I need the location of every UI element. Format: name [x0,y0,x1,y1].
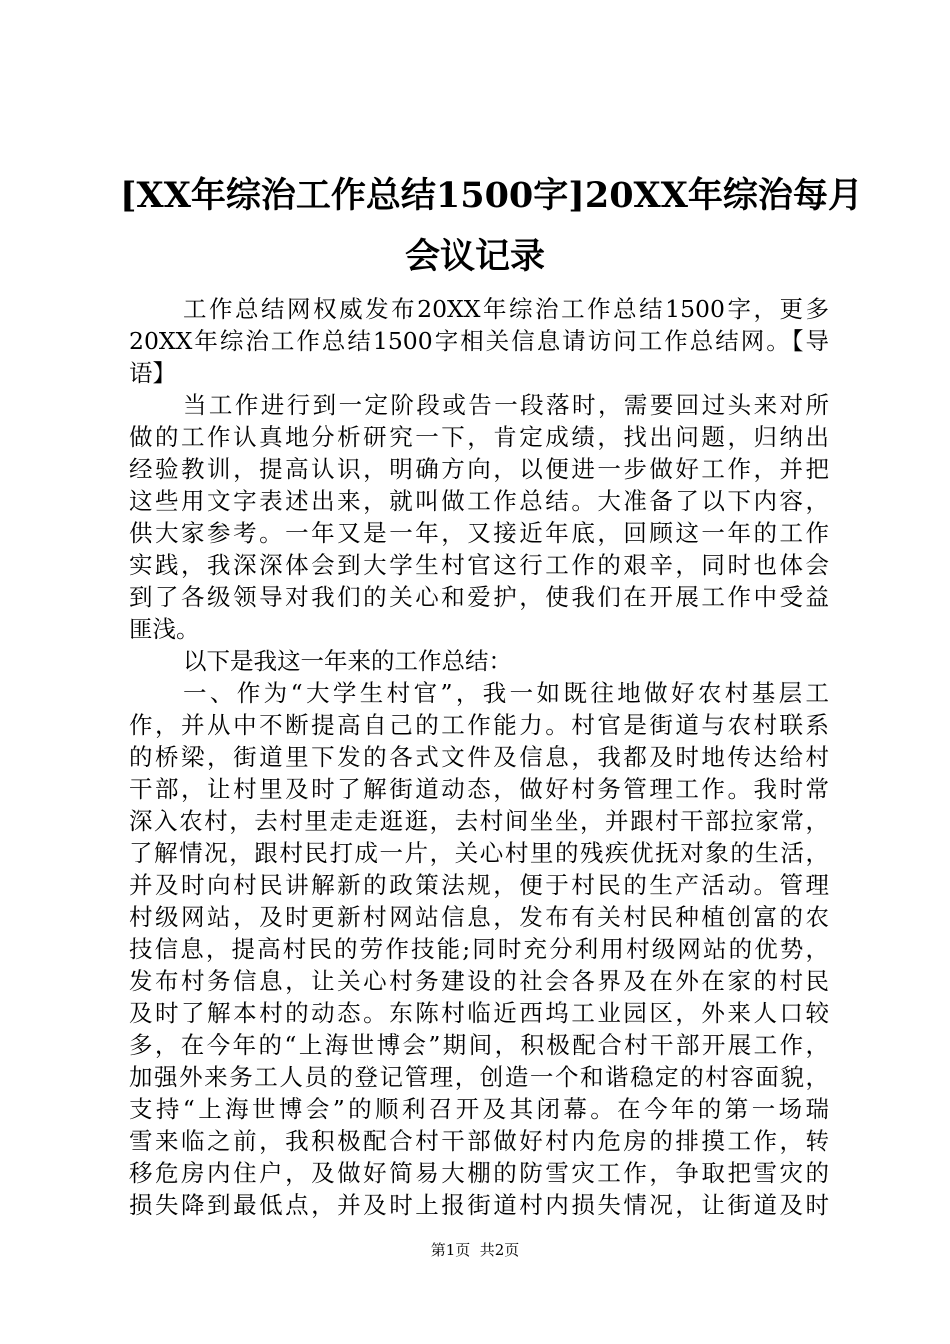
paragraph-2-line-6: 实践，我深深体会到大学生村官这行工作的艰辛，同时也体会 [129,551,829,579]
paragraph-4-line-4: 干部，让村里及时了解街道动态，做好村务管理工作。我时常 [129,775,829,803]
paragraph-4-line-9: 技信息，提高村民的劳作技能;同时充分利用村级网站的优势， [129,935,829,963]
paragraph-4-line-10: 发布村务信息，让关心村务建设的社会各界及在外在家的村民 [129,967,829,995]
paragraph-4-line-11: 及时了解本村的动态。东陈村临近西坞工业园区，外来人口较 [129,999,829,1027]
document-title-line-1: [XX年综治工作总结1500字]20XX年综治每月 [120,175,863,216]
paragraph-3-line-1: 以下是我这一年来的工作总结： [183,647,512,675]
paragraph-4-line-12: 多，在今年的“上海世博会”期间，积极配合村干部开展工作， [129,1031,829,1059]
paragraph-4-line-5: 深入农村，去村里走走逛逛，去村间坐坐，并跟村干部拉家常， [129,807,829,835]
paragraph-4-line-3: 的桥梁，街道里下发的各式文件及信息，我都及时地传达给村 [129,743,829,771]
paragraph-4-line-15: 雪来临之前，我积极配合村干部做好村内危房的排摸工作，转 [129,1127,829,1155]
paragraph-4-line-13: 加强外来务工人员的登记管理，创造一个和谐稳定的村容面貌， [129,1063,829,1091]
page-footer: 第1页 共2页 [430,1241,520,1259]
paragraph-4-line-16: 移危房内住户，及做好简易大棚的防雪灾工作，争取把雪灾的 [129,1159,829,1187]
paragraph-1-line-2: 20XX年综治工作总结1500字相关信息请访问工作总结网。【导 [129,327,829,355]
paragraph-4-line-14: 支持“上海世博会”的顺利召开及其闭幕。在今年的第一场瑞 [129,1095,829,1123]
paragraph-4-line-2: 作，并从中不断提高自己的工作能力。村官是街道与农村联系 [129,711,829,739]
paragraph-2-line-2: 做的工作认真地分析研究一下，肯定成绩，找出问题，归纳出 [129,423,829,451]
paragraph-2-line-8: 匪浅。 [129,615,200,643]
document-title-line-2: 会议记录 [404,236,545,277]
paragraph-2-line-5: 供大家参考。一年又是一年，又接近年底，回顾这一年的工作 [129,519,829,547]
paragraph-2-line-3: 经验教训，提高认识，明确方向，以便进一步做好工作，并把 [129,455,829,483]
paragraph-2-line-7: 到了各级领导对我们的关心和爱护，使我们在开展工作中受益 [129,583,829,611]
paragraph-2-line-1: 当工作进行到一定阶段或告一段落时，需要回过头来对所 [183,391,829,419]
paragraph-4-line-8: 村级网站，及时更新村网站信息，发布有关村民种植创富的农 [129,903,829,931]
paragraph-2-line-4: 这些用文字表述出来，就叫做工作总结。大准备了以下内容， [129,487,829,515]
paragraph-4-line-17: 损失降到最低点，并及时上报街道村内损失情况，让街道及时 [129,1191,829,1219]
paragraph-4-line-6: 了解情况，跟村民打成一片，关心村里的残疾优抚对象的生活， [129,839,829,867]
paragraph-1-line-3: 语】 [129,359,176,387]
paragraph-4-line-1: 一、作为“大学生村官”，我一如既往地做好农村基层工 [183,679,829,707]
paragraph-1-line-1: 工作总结网权威发布20XX年综治工作总结1500字，更多 [183,295,829,323]
paragraph-4-line-7: 并及时向村民讲解新的政策法规，便于村民的生产活动。管理 [129,871,829,899]
